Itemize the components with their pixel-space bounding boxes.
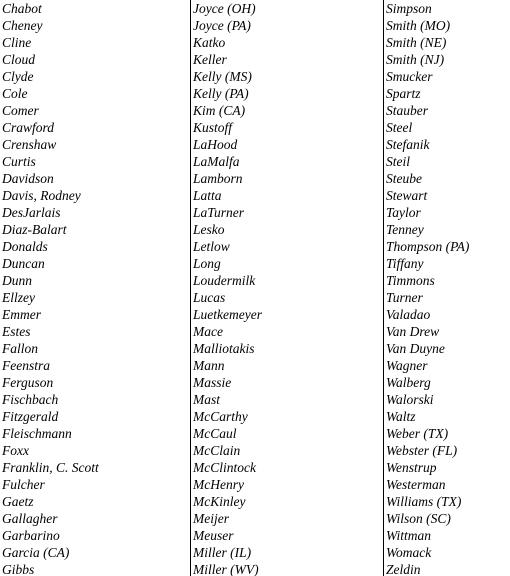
member-name: Lucas bbox=[193, 290, 226, 305]
member-name: Smith (NJ) bbox=[386, 52, 445, 67]
member-name: Kim (CA) bbox=[193, 103, 246, 118]
member-name: Cline bbox=[2, 35, 32, 50]
name-list-3 bbox=[384, 0, 510, 576]
member-name: Letlow bbox=[193, 239, 230, 254]
member-name: Westerman bbox=[386, 477, 446, 492]
member-name: Foxx bbox=[2, 443, 29, 458]
name-column-1 bbox=[0, 0, 190, 576]
member-name: Emmer bbox=[2, 307, 41, 322]
member-name: Clyde bbox=[2, 69, 34, 84]
member-name: Womack bbox=[386, 545, 432, 560]
member-name: Van Duyne bbox=[386, 341, 445, 356]
member-name: Kustoff bbox=[193, 120, 233, 135]
member-name: Wilson (SC) bbox=[386, 511, 451, 526]
member-name: Gibbs bbox=[2, 562, 35, 576]
member-name: Walberg bbox=[386, 375, 431, 390]
member-name: Stewart bbox=[386, 188, 428, 203]
member-name: Fallon bbox=[2, 341, 38, 356]
member-name: Duncan bbox=[2, 256, 45, 271]
member-name: Stauber bbox=[386, 103, 428, 118]
member-name: Spartz bbox=[386, 86, 421, 101]
member-name: Cloud bbox=[2, 52, 36, 67]
member-name: Lamborn bbox=[193, 171, 243, 186]
member-name: Simpson bbox=[386, 1, 432, 16]
member-name: Miller (WV) bbox=[193, 562, 259, 576]
member-name: Garbarino bbox=[2, 528, 60, 543]
member-name: Latta bbox=[193, 188, 222, 203]
member-name: Gaetz bbox=[2, 494, 34, 509]
member-name: Davis, Rodney bbox=[2, 188, 81, 203]
member-name: Valadao bbox=[386, 307, 431, 322]
member-name: Crenshaw bbox=[2, 137, 57, 152]
member-name: Curtis bbox=[2, 154, 36, 169]
member-name: Fulcher bbox=[2, 477, 45, 492]
member-name: Diaz-Balart bbox=[2, 222, 67, 237]
member-name: Taylor bbox=[386, 205, 421, 220]
member-name: Fleischmann bbox=[2, 426, 72, 441]
member-name: Kelly (PA) bbox=[193, 86, 249, 101]
member-name: Wittman bbox=[386, 528, 432, 543]
member-name: Garcia (CA) bbox=[2, 545, 70, 560]
member-name: Loudermilk bbox=[193, 273, 256, 288]
member-name: Chabot bbox=[2, 1, 42, 16]
member-name: Gallagher bbox=[2, 511, 58, 526]
member-name: Ellzey bbox=[2, 290, 35, 305]
member-name: Cheney bbox=[2, 18, 43, 33]
member-name: LaTurner bbox=[193, 205, 245, 220]
member-name: Fischbach bbox=[2, 392, 59, 407]
member-name: Walorski bbox=[386, 392, 434, 407]
member-name: Timmons bbox=[386, 273, 435, 288]
member-name: Mann bbox=[193, 358, 225, 373]
member-name: Estes bbox=[2, 324, 31, 339]
member-name: Cole bbox=[2, 86, 28, 101]
member-name: Steil bbox=[386, 154, 410, 169]
member-name: Zeldin bbox=[386, 562, 421, 576]
member-name: Ferguson bbox=[2, 375, 54, 390]
name-column-2 bbox=[190, 0, 383, 576]
member-name: Crawford bbox=[2, 120, 55, 135]
member-name: Williams (TX) bbox=[386, 494, 462, 509]
member-name: Comer bbox=[2, 103, 39, 118]
member-name: Weber (TX) bbox=[386, 426, 449, 441]
member-name: McClintock bbox=[193, 460, 256, 475]
member-name: Tiffany bbox=[386, 256, 424, 271]
member-name: Miller (IL) bbox=[193, 545, 252, 560]
name-list-1 bbox=[0, 0, 190, 576]
member-name: Mace bbox=[193, 324, 223, 339]
member-name: Meijer bbox=[193, 511, 229, 526]
member-name: Thompson (PA) bbox=[386, 239, 470, 254]
member-name: Wenstrup bbox=[386, 460, 437, 475]
member-name: Smucker bbox=[386, 69, 433, 84]
member-name: Smith (MO) bbox=[386, 18, 451, 33]
member-name: Stefanik bbox=[386, 137, 430, 152]
member-name: Katko bbox=[193, 35, 226, 50]
member-name: Dunn bbox=[2, 273, 32, 288]
member-name: Van Drew bbox=[386, 324, 440, 339]
member-name: Kelly (MS) bbox=[193, 69, 252, 84]
member-name: Wagner bbox=[386, 358, 428, 373]
member-name: Steube bbox=[386, 171, 422, 186]
member-name: Smith (NE) bbox=[386, 35, 447, 50]
member-name: Tenney bbox=[386, 222, 424, 237]
member-name: Joyce (OH) bbox=[193, 1, 256, 16]
member-name: McKinley bbox=[193, 494, 246, 509]
member-name: McCarthy bbox=[193, 409, 248, 424]
member-name: Meuser bbox=[193, 528, 234, 543]
member-name: Davidson bbox=[2, 171, 54, 186]
member-name: Lesko bbox=[193, 222, 225, 237]
member-name: Franklin, C. Scott bbox=[2, 460, 99, 475]
member-name: Keller bbox=[193, 52, 227, 67]
member-name: Malliotakis bbox=[193, 341, 255, 356]
member-name: Webster (FL) bbox=[386, 443, 458, 458]
member-name: Long bbox=[193, 256, 221, 271]
member-name: McHenry bbox=[193, 477, 244, 492]
member-name: Luetkemeyer bbox=[193, 307, 262, 322]
member-name: Steel bbox=[386, 120, 413, 135]
name-list-2 bbox=[191, 0, 383, 576]
member-name: Fitzgerald bbox=[2, 409, 59, 424]
member-name: Donalds bbox=[2, 239, 48, 254]
member-name: Joyce (PA) bbox=[193, 18, 251, 33]
member-name: Turner bbox=[386, 290, 423, 305]
member-name: Massie bbox=[193, 375, 232, 390]
member-name: LaHood bbox=[193, 137, 238, 152]
member-name: DesJarlais bbox=[2, 205, 61, 220]
member-name: Feenstra bbox=[2, 358, 50, 373]
member-name: McCaul bbox=[193, 426, 237, 441]
member-name: LaMalfa bbox=[193, 154, 240, 169]
member-name: Mast bbox=[193, 392, 220, 407]
name-column-3 bbox=[383, 0, 510, 576]
member-name: McClain bbox=[193, 443, 241, 458]
member-name: Waltz bbox=[386, 409, 416, 424]
